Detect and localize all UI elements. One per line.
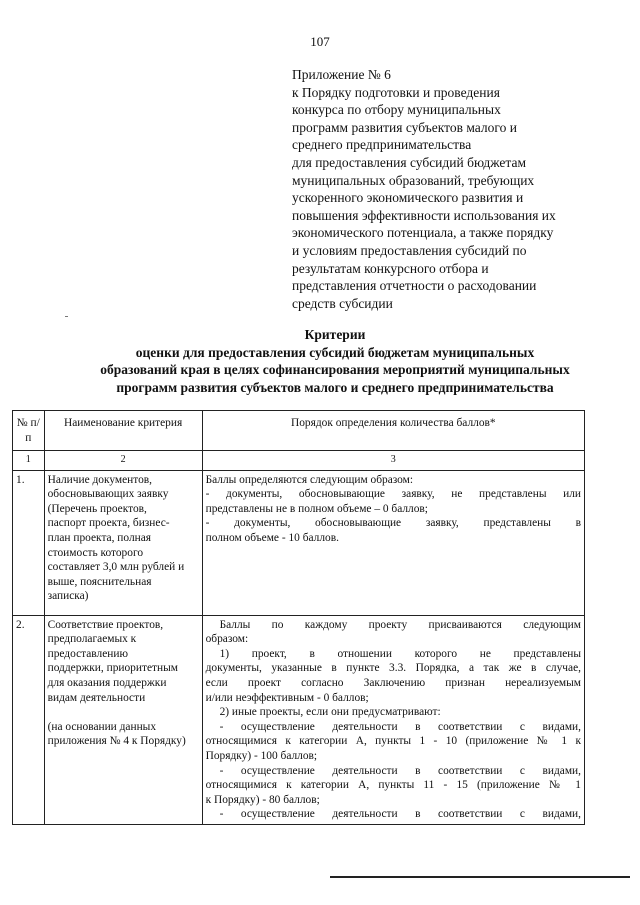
criteria-table xyxy=(12,410,585,825)
procedure-line: - осуществление деятельности в соответствии с видами, xyxy=(219,720,581,733)
procedure-line: Порядку) - 100 баллов; xyxy=(205,749,318,762)
row-number: 1. xyxy=(13,470,45,615)
procedure-line: 1) проект, в отношении которого не представлены xyxy=(219,647,581,660)
table-header-row xyxy=(13,411,585,451)
column-number: 2 xyxy=(44,451,202,471)
criterion-note: приложения № 4 к Порядку) xyxy=(47,735,186,748)
procedure-line: если проект согласно Заключению признан нереализуемым xyxy=(205,676,581,689)
procedure-line: Баллы по каждому проекту присваиваются следующим xyxy=(219,618,581,631)
scan-mark xyxy=(65,316,68,317)
criterion-line: поддержки, приоритетным xyxy=(47,662,178,675)
criterion-line: для оказания поддержки xyxy=(47,676,167,689)
procedure-line: - осуществление деятельности в соответствии с видами, xyxy=(219,764,581,777)
criterion-line: план проекта, полная xyxy=(47,531,152,544)
procedure-line: образом: xyxy=(205,633,249,646)
procedure-line: - документы, обосновывающие заявку, представлены в xyxy=(205,517,581,530)
page-number: 107 xyxy=(310,34,330,49)
title-line: оценки для предоставления субсидий бюджетам муниципальных xyxy=(135,344,535,360)
appendix-header xyxy=(292,66,612,312)
criterion-line: Наличие документов, xyxy=(47,473,153,486)
criterion-line: Соответствие проектов, xyxy=(47,618,164,631)
criterion-line: видам деятельности xyxy=(47,691,146,704)
appendix-line: Приложение № 6 xyxy=(292,67,391,82)
appendix-line: программ развития субъектов малого и xyxy=(292,119,517,135)
criterion-line: предоставлению xyxy=(47,647,128,660)
procedure-cell xyxy=(202,470,584,615)
criterion-cell xyxy=(44,615,202,824)
bottom-rule xyxy=(330,876,630,878)
title-line: программ развития субъектов малого и среднего предпринимательства xyxy=(116,379,554,395)
appendix-line: ускоренного экономического развития и xyxy=(292,190,524,206)
column-number-row xyxy=(13,451,585,471)
criterion-line: (Перечень проектов, xyxy=(47,502,147,515)
procedure-line: - документы, обосновывающие заявку, не представлены или xyxy=(205,488,581,501)
appendix-line: результатам конкурсного отбора и xyxy=(292,260,489,276)
procedure-line: относящимися к категории А, пункты 11 - 15 (приложение № 1 xyxy=(205,779,581,792)
criterion-line: стоимость которого xyxy=(47,546,144,559)
procedure-line: - осуществление деятельности в соответствии с видами, xyxy=(219,808,581,821)
column-number: 1 xyxy=(13,451,45,471)
table-row xyxy=(13,470,585,615)
criterion-line: обосновывающих заявку xyxy=(47,488,169,501)
appendix-line: к Порядку подготовки и проведения xyxy=(292,84,500,100)
appendix-line: и условиям предоставления субсидий по xyxy=(292,242,527,258)
title-line: образований края в целях софинансирования мероприятий муниципальных xyxy=(100,362,570,378)
criterion-line: предполагаемых к xyxy=(47,633,137,646)
header-criterion: Наименование критерия xyxy=(44,411,202,451)
header-number: № п/п xyxy=(13,411,45,451)
appendix-line: средств субсидии xyxy=(292,295,393,311)
criterion-line: записка) xyxy=(47,590,89,603)
procedure-line: полном объеме - 10 баллов. xyxy=(205,531,339,544)
table-row xyxy=(13,615,585,824)
appendix-line: для предоставления субсидий бюджетам xyxy=(292,154,526,170)
appendix-line: представления отчетности о расходовании xyxy=(292,278,537,294)
appendix-line: муниципальных образований, требующих xyxy=(292,172,535,188)
document-title xyxy=(70,326,600,396)
appendix-line: среднего предпринимательства xyxy=(292,137,472,153)
criterion-cell xyxy=(44,470,202,615)
procedure-line: представлены не в полном объеме – 0 баллов; xyxy=(205,502,428,515)
procedure-line: к Порядку) - 80 баллов; xyxy=(205,793,320,806)
criterion-line: составляет 3,0 млн рублей и xyxy=(47,561,185,574)
procedure-line: 2) иные проекты, если они предусматривают: xyxy=(219,706,441,719)
procedure-line: и/или неэффективным - 0 баллов; xyxy=(205,691,369,704)
criterion-note: (на основании данных xyxy=(47,720,157,733)
procedure-cell xyxy=(202,615,584,824)
title-heading: Критерии xyxy=(304,327,366,342)
header-procedure: Порядок определения количества баллов* xyxy=(202,411,584,451)
appendix-line: конкурса по отбору муниципальных xyxy=(292,102,501,118)
appendix-line: экономического потенциала, а также порядку xyxy=(292,225,554,241)
row-number: 2. xyxy=(13,615,45,824)
procedure-line: документы, указанные в пункте 3.3. Порядка, а так же в случае, xyxy=(205,662,581,675)
appendix-line: повышения эффективности использования их xyxy=(292,207,556,223)
criterion-line: выше, пояснительная xyxy=(47,575,152,588)
procedure-line: Баллы определяются следующим образом: xyxy=(205,473,414,486)
column-number: 3 xyxy=(202,451,584,471)
criterion-line: паспорт проекта, бизнес- xyxy=(47,517,170,530)
spacer xyxy=(48,705,199,720)
procedure-line: относящимися к категории А, пункты 1 - 10 (приложение № 1 к xyxy=(205,735,581,748)
